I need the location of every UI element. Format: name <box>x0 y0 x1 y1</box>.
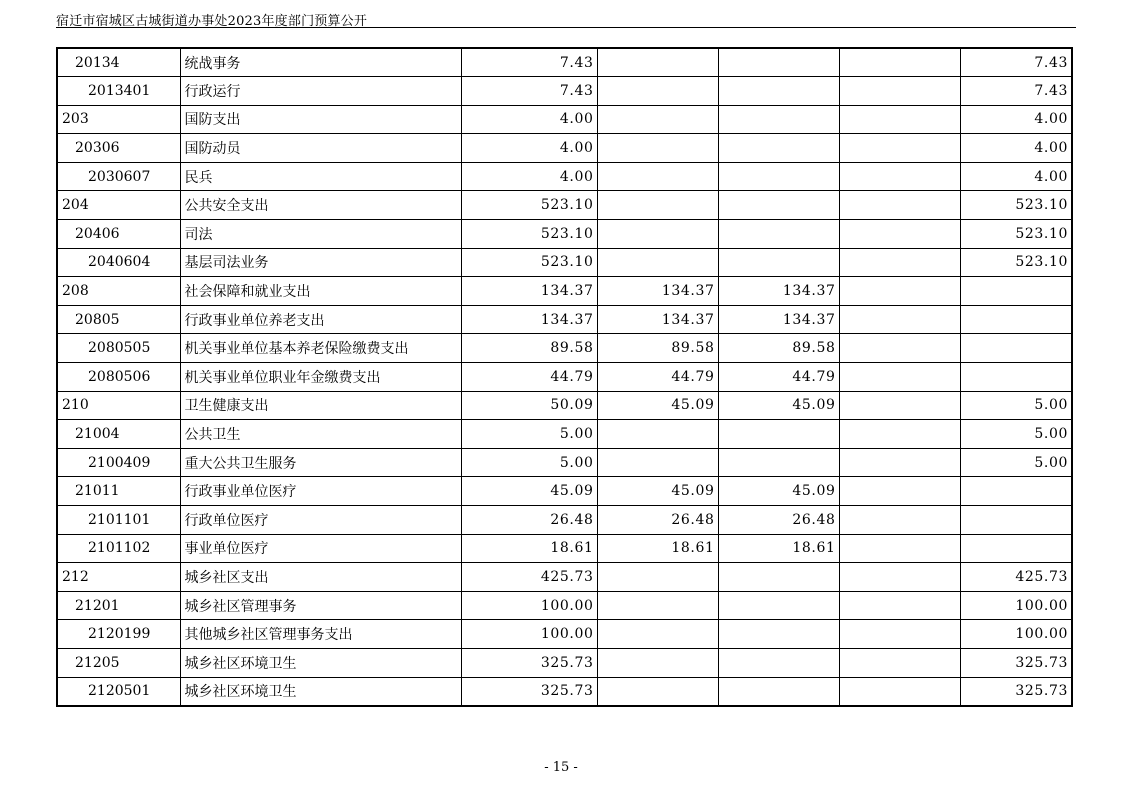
project-expenditure-cell: 100.00 <box>960 591 1072 620</box>
personnel-expenditure-cell <box>718 648 839 677</box>
function-code-cell: 2100409 <box>57 448 180 477</box>
function-name-cell: 国防动员 <box>180 134 461 163</box>
function-code-cell: 2030607 <box>57 162 180 191</box>
table-row <box>57 77 1072 106</box>
personnel-expenditure-cell: 45.09 <box>718 477 839 506</box>
total-amount-cell: 50.09 <box>461 391 597 420</box>
function-name-cell: 城乡社区支出 <box>180 563 461 592</box>
table-row <box>57 48 1072 77</box>
total-amount-cell: 425.73 <box>461 563 597 592</box>
function-name-cell: 行政运行 <box>180 77 461 106</box>
total-amount-cell: 4.00 <box>461 134 597 163</box>
table-row <box>57 648 1072 677</box>
total-amount-cell: 100.00 <box>461 620 597 649</box>
basic-expenditure-cell <box>597 220 718 249</box>
project-expenditure-cell: 5.00 <box>960 420 1072 449</box>
basic-expenditure-cell <box>597 420 718 449</box>
function-code-cell: 21004 <box>57 420 180 449</box>
total-amount-cell: 523.10 <box>461 220 597 249</box>
personnel-expenditure-cell <box>718 77 839 106</box>
public-expenditure-cell <box>839 162 960 191</box>
basic-expenditure-cell <box>597 591 718 620</box>
table-row <box>57 305 1072 334</box>
total-amount-cell: 89.58 <box>461 334 597 363</box>
public-expenditure-cell <box>839 248 960 277</box>
public-expenditure-cell <box>839 48 960 77</box>
personnel-expenditure-cell <box>718 563 839 592</box>
function-name-cell: 公共卫生 <box>180 420 461 449</box>
project-expenditure-cell <box>960 477 1072 506</box>
basic-expenditure-cell: 134.37 <box>597 305 718 334</box>
function-code-cell: 208 <box>57 277 180 306</box>
total-amount-cell: 26.48 <box>461 506 597 535</box>
function-code-cell: 2101102 <box>57 534 180 563</box>
function-code-cell: 21205 <box>57 648 180 677</box>
total-amount-cell: 325.73 <box>461 648 597 677</box>
function-code-cell: 2080506 <box>57 363 180 392</box>
basic-expenditure-cell <box>597 248 718 277</box>
function-name-cell: 行政单位医疗 <box>180 506 461 535</box>
project-expenditure-cell: 523.10 <box>960 220 1072 249</box>
table-row <box>57 391 1072 420</box>
table-row <box>57 534 1072 563</box>
project-expenditure-cell: 325.73 <box>960 677 1072 706</box>
public-expenditure-cell <box>839 591 960 620</box>
basic-expenditure-cell <box>597 563 718 592</box>
personnel-expenditure-cell <box>718 162 839 191</box>
public-expenditure-cell <box>839 105 960 134</box>
basic-expenditure-cell: 45.09 <box>597 477 718 506</box>
table-row <box>57 248 1072 277</box>
basic-expenditure-cell <box>597 134 718 163</box>
function-code-cell: 21201 <box>57 591 180 620</box>
table-row <box>57 191 1072 220</box>
function-code-cell: 2040604 <box>57 248 180 277</box>
function-code-cell: 204 <box>57 191 180 220</box>
personnel-expenditure-cell <box>718 191 839 220</box>
project-expenditure-cell: 523.10 <box>960 191 1072 220</box>
project-expenditure-cell <box>960 363 1072 392</box>
function-name-cell: 统战事务 <box>180 48 461 77</box>
basic-expenditure-cell: 18.61 <box>597 534 718 563</box>
total-amount-cell: 325.73 <box>461 677 597 706</box>
basic-expenditure-cell <box>597 77 718 106</box>
table-row <box>57 105 1072 134</box>
page-number: - 15 - <box>544 760 578 775</box>
project-expenditure-cell: 7.43 <box>960 48 1072 77</box>
total-amount-cell: 4.00 <box>461 162 597 191</box>
function-name-cell: 机关事业单位基本养老保险缴费支出 <box>180 334 461 363</box>
function-code-cell: 2101101 <box>57 506 180 535</box>
basic-expenditure-cell: 89.58 <box>597 334 718 363</box>
page-header: 宿迁市宿城区古城街道办事处2023年度部门预算公开 <box>56 14 368 29</box>
personnel-expenditure-cell <box>718 591 839 620</box>
personnel-expenditure-cell: 89.58 <box>718 334 839 363</box>
table-row <box>57 677 1072 706</box>
basic-expenditure-cell <box>597 448 718 477</box>
project-expenditure-cell: 100.00 <box>960 620 1072 649</box>
personnel-expenditure-cell: 44.79 <box>718 363 839 392</box>
total-amount-cell: 7.43 <box>461 48 597 77</box>
table-row <box>57 363 1072 392</box>
function-code-cell: 2120199 <box>57 620 180 649</box>
function-name-cell: 卫生健康支出 <box>180 391 461 420</box>
project-expenditure-cell: 425.73 <box>960 563 1072 592</box>
table-row <box>57 620 1072 649</box>
function-name-cell: 司法 <box>180 220 461 249</box>
personnel-expenditure-cell <box>718 420 839 449</box>
personnel-expenditure-cell <box>718 677 839 706</box>
table-row <box>57 162 1072 191</box>
function-name-cell: 城乡社区环境卫生 <box>180 648 461 677</box>
public-expenditure-cell <box>839 220 960 249</box>
total-amount-cell: 134.37 <box>461 277 597 306</box>
public-expenditure-cell <box>839 448 960 477</box>
function-code-cell: 203 <box>57 105 180 134</box>
table-row <box>57 448 1072 477</box>
total-amount-cell: 18.61 <box>461 534 597 563</box>
function-name-cell: 城乡社区管理事务 <box>180 591 461 620</box>
public-expenditure-cell <box>839 134 960 163</box>
personnel-expenditure-cell <box>718 134 839 163</box>
public-expenditure-cell <box>839 305 960 334</box>
personnel-expenditure-cell: 134.37 <box>718 305 839 334</box>
function-name-cell: 行政事业单位养老支出 <box>180 305 461 334</box>
function-name-cell: 其他城乡社区管理事务支出 <box>180 620 461 649</box>
total-amount-cell: 44.79 <box>461 363 597 392</box>
public-expenditure-cell <box>839 191 960 220</box>
project-expenditure-cell: 325.73 <box>960 648 1072 677</box>
personnel-expenditure-cell: 45.09 <box>718 391 839 420</box>
table-row <box>57 591 1072 620</box>
total-amount-cell: 4.00 <box>461 105 597 134</box>
personnel-expenditure-cell: 26.48 <box>718 506 839 535</box>
public-expenditure-cell <box>839 391 960 420</box>
table-row <box>57 220 1072 249</box>
function-name-cell: 城乡社区环境卫生 <box>180 677 461 706</box>
function-code-cell: 20306 <box>57 134 180 163</box>
project-expenditure-cell <box>960 506 1072 535</box>
basic-expenditure-cell <box>597 162 718 191</box>
function-name-cell: 机关事业单位职业年金缴费支出 <box>180 363 461 392</box>
basic-expenditure-cell <box>597 648 718 677</box>
project-expenditure-cell: 4.00 <box>960 134 1072 163</box>
function-name-cell: 民兵 <box>180 162 461 191</box>
function-name-cell: 国防支出 <box>180 105 461 134</box>
personnel-expenditure-cell <box>718 248 839 277</box>
function-code-cell: 2013401 <box>57 77 180 106</box>
table-row <box>57 477 1072 506</box>
function-name-cell: 重大公共卫生服务 <box>180 448 461 477</box>
table-row <box>57 420 1072 449</box>
total-amount-cell: 5.00 <box>461 420 597 449</box>
basic-expenditure-cell <box>597 105 718 134</box>
project-expenditure-cell: 4.00 <box>960 105 1072 134</box>
total-amount-cell: 523.10 <box>461 248 597 277</box>
basic-expenditure-cell: 26.48 <box>597 506 718 535</box>
project-expenditure-cell: 523.10 <box>960 248 1072 277</box>
basic-expenditure-cell: 45.09 <box>597 391 718 420</box>
function-code-cell: 2080505 <box>57 334 180 363</box>
total-amount-cell: 7.43 <box>461 77 597 106</box>
total-amount-cell: 523.10 <box>461 191 597 220</box>
project-expenditure-cell: 5.00 <box>960 448 1072 477</box>
public-expenditure-cell <box>839 277 960 306</box>
public-expenditure-cell <box>839 334 960 363</box>
public-expenditure-cell <box>839 420 960 449</box>
function-name-cell: 事业单位医疗 <box>180 534 461 563</box>
project-expenditure-cell <box>960 534 1072 563</box>
personnel-expenditure-cell: 18.61 <box>718 534 839 563</box>
function-code-cell: 20134 <box>57 48 180 77</box>
public-expenditure-cell <box>839 563 960 592</box>
function-code-cell: 20406 <box>57 220 180 249</box>
table-row <box>57 506 1072 535</box>
function-name-cell: 公共安全支出 <box>180 191 461 220</box>
personnel-expenditure-cell <box>718 448 839 477</box>
project-expenditure-cell <box>960 277 1072 306</box>
basic-expenditure-cell: 134.37 <box>597 277 718 306</box>
public-expenditure-cell <box>839 648 960 677</box>
project-expenditure-cell <box>960 305 1072 334</box>
header-rule <box>56 27 1076 28</box>
personnel-expenditure-cell <box>718 105 839 134</box>
project-expenditure-cell: 5.00 <box>960 391 1072 420</box>
total-amount-cell: 5.00 <box>461 448 597 477</box>
basic-expenditure-cell <box>597 620 718 649</box>
total-amount-cell: 100.00 <box>461 591 597 620</box>
public-expenditure-cell <box>839 506 960 535</box>
function-code-cell: 20805 <box>57 305 180 334</box>
personnel-expenditure-cell: 134.37 <box>718 277 839 306</box>
function-name-cell: 社会保障和就业支出 <box>180 277 461 306</box>
function-name-cell: 行政事业单位医疗 <box>180 477 461 506</box>
basic-expenditure-cell <box>597 48 718 77</box>
total-amount-cell: 45.09 <box>461 477 597 506</box>
public-expenditure-cell <box>839 363 960 392</box>
table-row <box>57 134 1072 163</box>
public-expenditure-cell <box>839 477 960 506</box>
function-code-cell: 212 <box>57 563 180 592</box>
budget-table <box>56 47 1073 707</box>
project-expenditure-cell: 7.43 <box>960 77 1072 106</box>
public-expenditure-cell <box>839 534 960 563</box>
personnel-expenditure-cell <box>718 220 839 249</box>
basic-expenditure-cell <box>597 677 718 706</box>
table-row <box>57 563 1072 592</box>
table-row <box>57 334 1072 363</box>
function-name-cell: 基层司法业务 <box>180 248 461 277</box>
total-amount-cell: 134.37 <box>461 305 597 334</box>
project-expenditure-cell: 4.00 <box>960 162 1072 191</box>
personnel-expenditure-cell <box>718 48 839 77</box>
table-body <box>57 48 1072 706</box>
table-row <box>57 277 1072 306</box>
basic-expenditure-cell: 44.79 <box>597 363 718 392</box>
function-code-cell: 21011 <box>57 477 180 506</box>
public-expenditure-cell <box>839 677 960 706</box>
public-expenditure-cell <box>839 620 960 649</box>
function-code-cell: 2120501 <box>57 677 180 706</box>
basic-expenditure-cell <box>597 191 718 220</box>
function-code-cell: 210 <box>57 391 180 420</box>
personnel-expenditure-cell <box>718 620 839 649</box>
project-expenditure-cell <box>960 334 1072 363</box>
public-expenditure-cell <box>839 77 960 106</box>
